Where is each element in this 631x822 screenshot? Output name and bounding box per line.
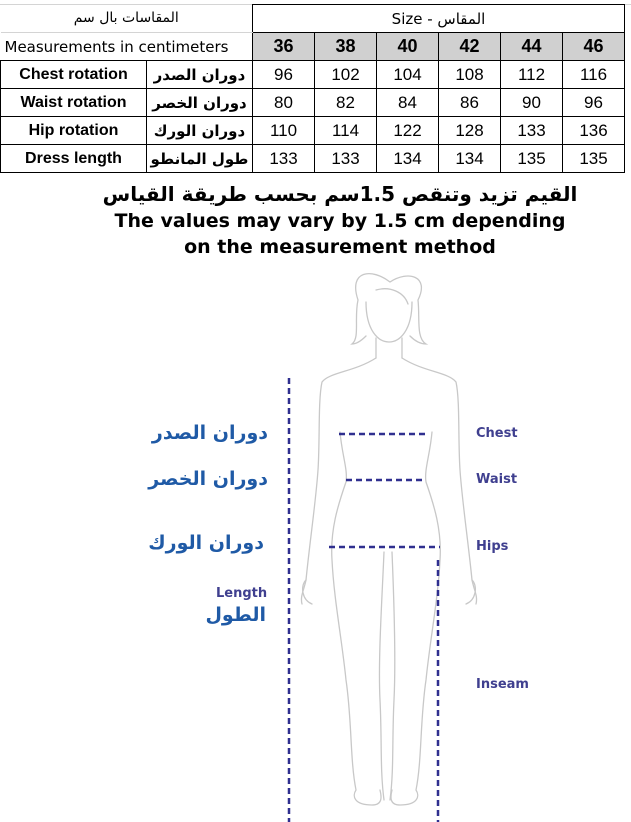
cell-value: 102 — [315, 61, 377, 89]
cell-value: 136 — [563, 117, 625, 145]
cell-value: 96 — [253, 61, 315, 89]
measurements-label: Measurements in centimeters — [4, 37, 229, 56]
row-label-en: Hip rotation — [1, 117, 147, 145]
row-label-ar: دوران الورك — [147, 117, 253, 145]
notice-ar: القيم تزيد وتنقص 1.5سم بحسب طريقة القياس — [102, 182, 578, 206]
label-ar-chest: دوران الصدر — [151, 422, 268, 444]
header-measurements-ar: المقاسات بال سم — [1, 5, 253, 33]
cell-value: 90 — [501, 89, 563, 117]
cell-value: 133 — [501, 117, 563, 145]
measurement-notice — [60, 180, 620, 260]
table-header-row — [1, 5, 625, 33]
label-en-waist: Waist — [476, 472, 518, 487]
cell-value: 104 — [377, 61, 439, 89]
cell-value: 135 — [501, 145, 563, 173]
size-40: 40 — [377, 33, 439, 61]
cell-value: 86 — [439, 89, 501, 117]
label-ar-waist: دوران الخصر — [148, 468, 268, 490]
row-label-ar: طول المانطو — [147, 145, 253, 173]
cell-value: 133 — [315, 145, 377, 173]
label-ar-hip: دوران الورك — [148, 532, 264, 554]
cell-value: 122 — [377, 117, 439, 145]
label-en-inseam: Inseam — [476, 677, 529, 692]
row-label-ar: دوران الخصر — [147, 89, 253, 117]
table-row-length — [1, 145, 625, 173]
size-chart-table — [0, 4, 625, 173]
row-label-en: Dress length — [1, 145, 147, 173]
cell-value: 112 — [501, 61, 563, 89]
size-38: 38 — [315, 33, 377, 61]
notice-en-line1: The values may vary by 1.5 cm depending — [114, 210, 566, 232]
cell-value: 84 — [377, 89, 439, 117]
table-row-hip — [1, 117, 625, 145]
notice-en-line2: on the measurement method — [184, 236, 496, 258]
row-label-en: Waist rotation — [1, 89, 147, 117]
body-outline-illustration — [0, 260, 631, 822]
label-en-chest: Chest — [476, 426, 518, 441]
label-en-hips: Hips — [476, 539, 509, 554]
cell-value: 108 — [439, 61, 501, 89]
cell-value: 80 — [253, 89, 315, 117]
label-en-length: Length — [216, 586, 268, 601]
cell-value: 133 — [253, 145, 315, 173]
size-36: 36 — [253, 33, 315, 61]
table-row-waist — [1, 89, 625, 117]
cell-value: 96 — [563, 89, 625, 117]
header-size: Size - المقاس — [253, 5, 625, 33]
sizes-row — [1, 33, 625, 61]
size-46: 46 — [563, 33, 625, 61]
body-measurement-figure — [0, 260, 631, 822]
cell-value: 134 — [377, 145, 439, 173]
size-44: 44 — [501, 33, 563, 61]
cell-value: 128 — [439, 117, 501, 145]
cell-value: 135 — [563, 145, 625, 173]
label-ar-length: الطول — [205, 604, 266, 626]
cell-value: 82 — [315, 89, 377, 117]
table-row-chest — [1, 61, 625, 89]
cell-value: 134 — [439, 145, 501, 173]
size-42: 42 — [439, 33, 501, 61]
row-label-ar: دوران الصدر — [147, 61, 253, 89]
cell-value: 114 — [315, 117, 377, 145]
cell-value: 110 — [253, 117, 315, 145]
cell-value: 116 — [563, 61, 625, 89]
row-label-en: Chest rotation — [1, 61, 147, 89]
